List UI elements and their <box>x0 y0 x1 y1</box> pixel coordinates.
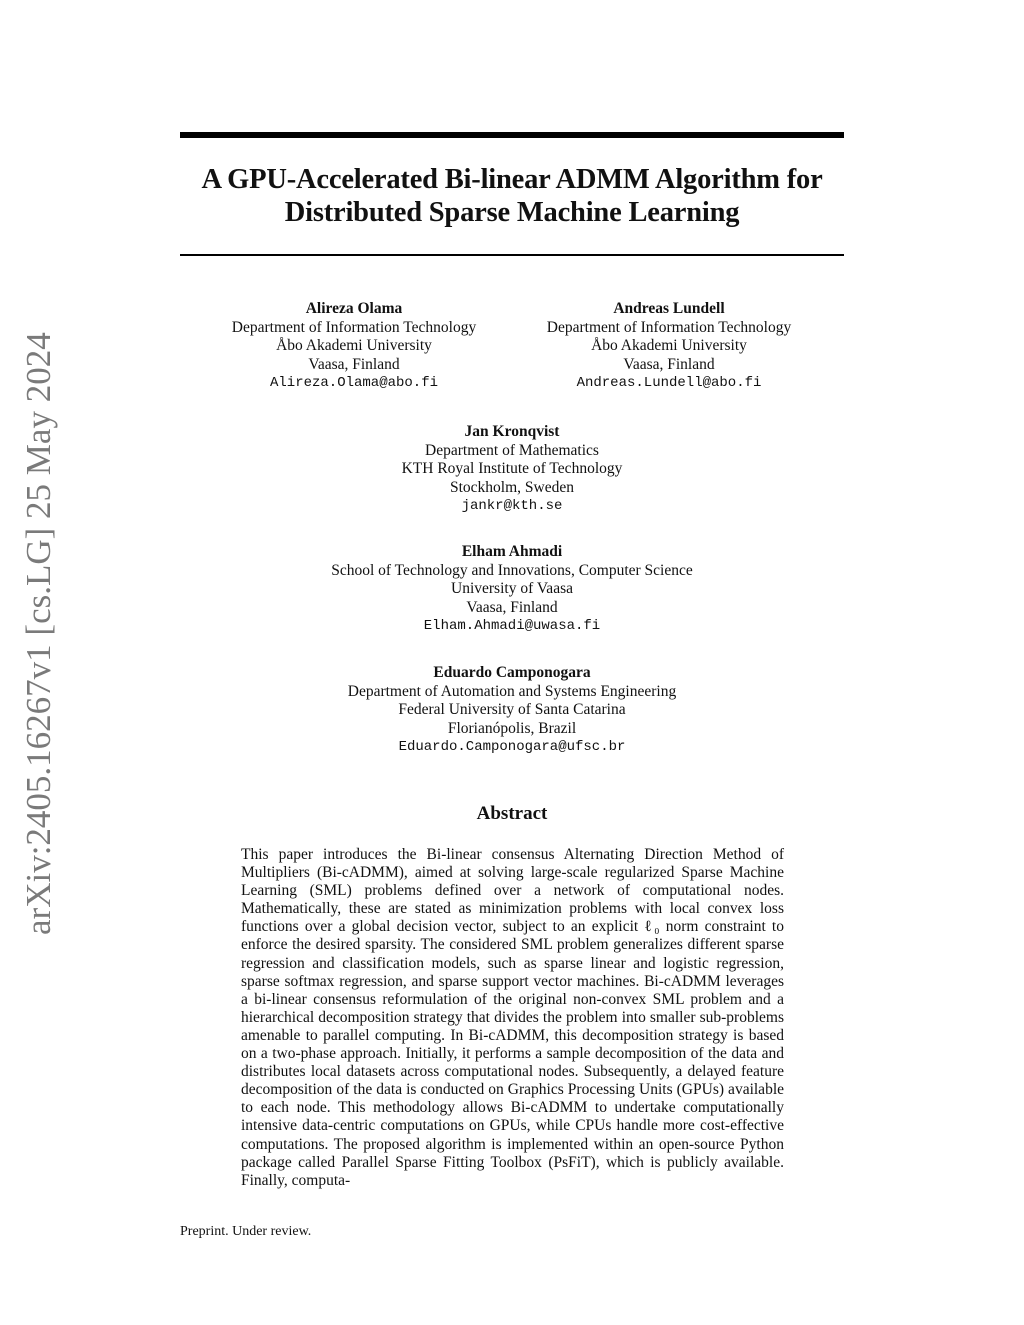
author-dept: Department of Information Technology <box>546 318 792 336</box>
author-location: Vaasa, Finland <box>623 355 715 373</box>
author-name: Alireza Olama <box>305 300 403 317</box>
abstract-body: This paper introduces the Bi-linear consensus Alternating Direction Method of Multipliers (Bi-cADMM), aimed at solving large-scale regularized Sparse Machine Learning (SML) problems defined over a network of computational nodes. Mathematically, these are stated as minimization problems with local convex loss functions over a global decision vector, subject to an explicit ℓ₀ norm constraint to enforce the desired sparsity. The considered SML problem generalizes different sparse regression and classification models, such as sparse linear and logistic regression, sparse softmax regression, and sparse support vector machines. Bi-cADMM leverages a bi-linear consensus reformulation of the original non-convex SML problem and a hierarchical decomposition strategy that divides the problem into smaller sub-problems amenable to parallel computing. In Bi-cADMM, this decomposition strategy is based on a two-phase approach. Initially, it performs a sample decomposition of the data and distributes local datasets across computational nodes. Subsequently, a delayed feature decomposition of the data is conducted on Graphics Processing Units (GPUs) available to each node. This methodology allows Bi-cADMM to undertake computationally intensive data-centric computations on GPUs, while CPUs handle more cost-effective computations. The proposed algorithm is implemented within an open-source Python package called Parallel Sparse Fitting Toolbox (PsFiT), which is publicly available. Finally, computa- <box>241 846 784 1189</box>
author-location: Stockholm, Sweden <box>450 478 574 496</box>
author-institution: Federal University of Santa Catarina <box>398 701 626 718</box>
author-dept: Department of Automation and Systems Engineering <box>347 682 677 700</box>
author-block <box>519 300 819 393</box>
title-line-1: A GPU-Accelerated Bi-linear ADMM Algorithm for <box>201 164 823 195</box>
author-name: Elham Ahmadi <box>461 543 563 560</box>
author-location: Florianópolis, Brazil <box>447 719 577 737</box>
author-email[interactable]: Eduardo.Camponogara@ufsc.br <box>398 739 626 755</box>
abstract-heading: Abstract <box>476 803 548 824</box>
title-bottom-rule <box>180 254 844 256</box>
author-location: Vaasa, Finland <box>308 355 400 373</box>
author-dept: Department of Information Technology <box>231 318 477 336</box>
author-dept: Department of Mathematics <box>425 441 599 459</box>
author-email[interactable]: Alireza.Olama@abo.fi <box>269 375 439 391</box>
author-name: Eduardo Camponogara <box>433 664 591 681</box>
author-location: Vaasa, Finland <box>466 598 558 616</box>
author-block <box>204 300 504 393</box>
author-block <box>262 664 762 757</box>
title-line-2: Distributed Sparse Machine Learning <box>284 197 740 228</box>
author-email[interactable]: jankr@kth.se <box>461 498 563 514</box>
author-name: Andreas Lundell <box>613 300 725 317</box>
footer-note: Preprint. Under review. <box>180 1224 312 1239</box>
author-email[interactable]: Andreas.Lundell@abo.fi <box>576 375 762 391</box>
title-top-rule <box>180 132 844 138</box>
author-institution: University of Vaasa <box>451 580 573 597</box>
author-block <box>262 423 762 516</box>
author-name: Jan Kronqvist <box>464 423 560 440</box>
paper-title <box>180 163 844 229</box>
author-dept: School of Technology and Innovations, Computer Science <box>331 561 693 579</box>
author-institution: Åbo Akademi University <box>591 337 747 354</box>
author-block <box>262 543 762 636</box>
arxiv-stamp: arXiv:2405.16267v1 [cs.LG] 25 May 2024 <box>19 332 58 935</box>
author-institution: Åbo Akademi University <box>276 337 432 354</box>
author-email[interactable]: Elham.Ahmadi@uwasa.fi <box>423 618 601 634</box>
author-institution: KTH Royal Institute of Technology <box>401 460 623 477</box>
